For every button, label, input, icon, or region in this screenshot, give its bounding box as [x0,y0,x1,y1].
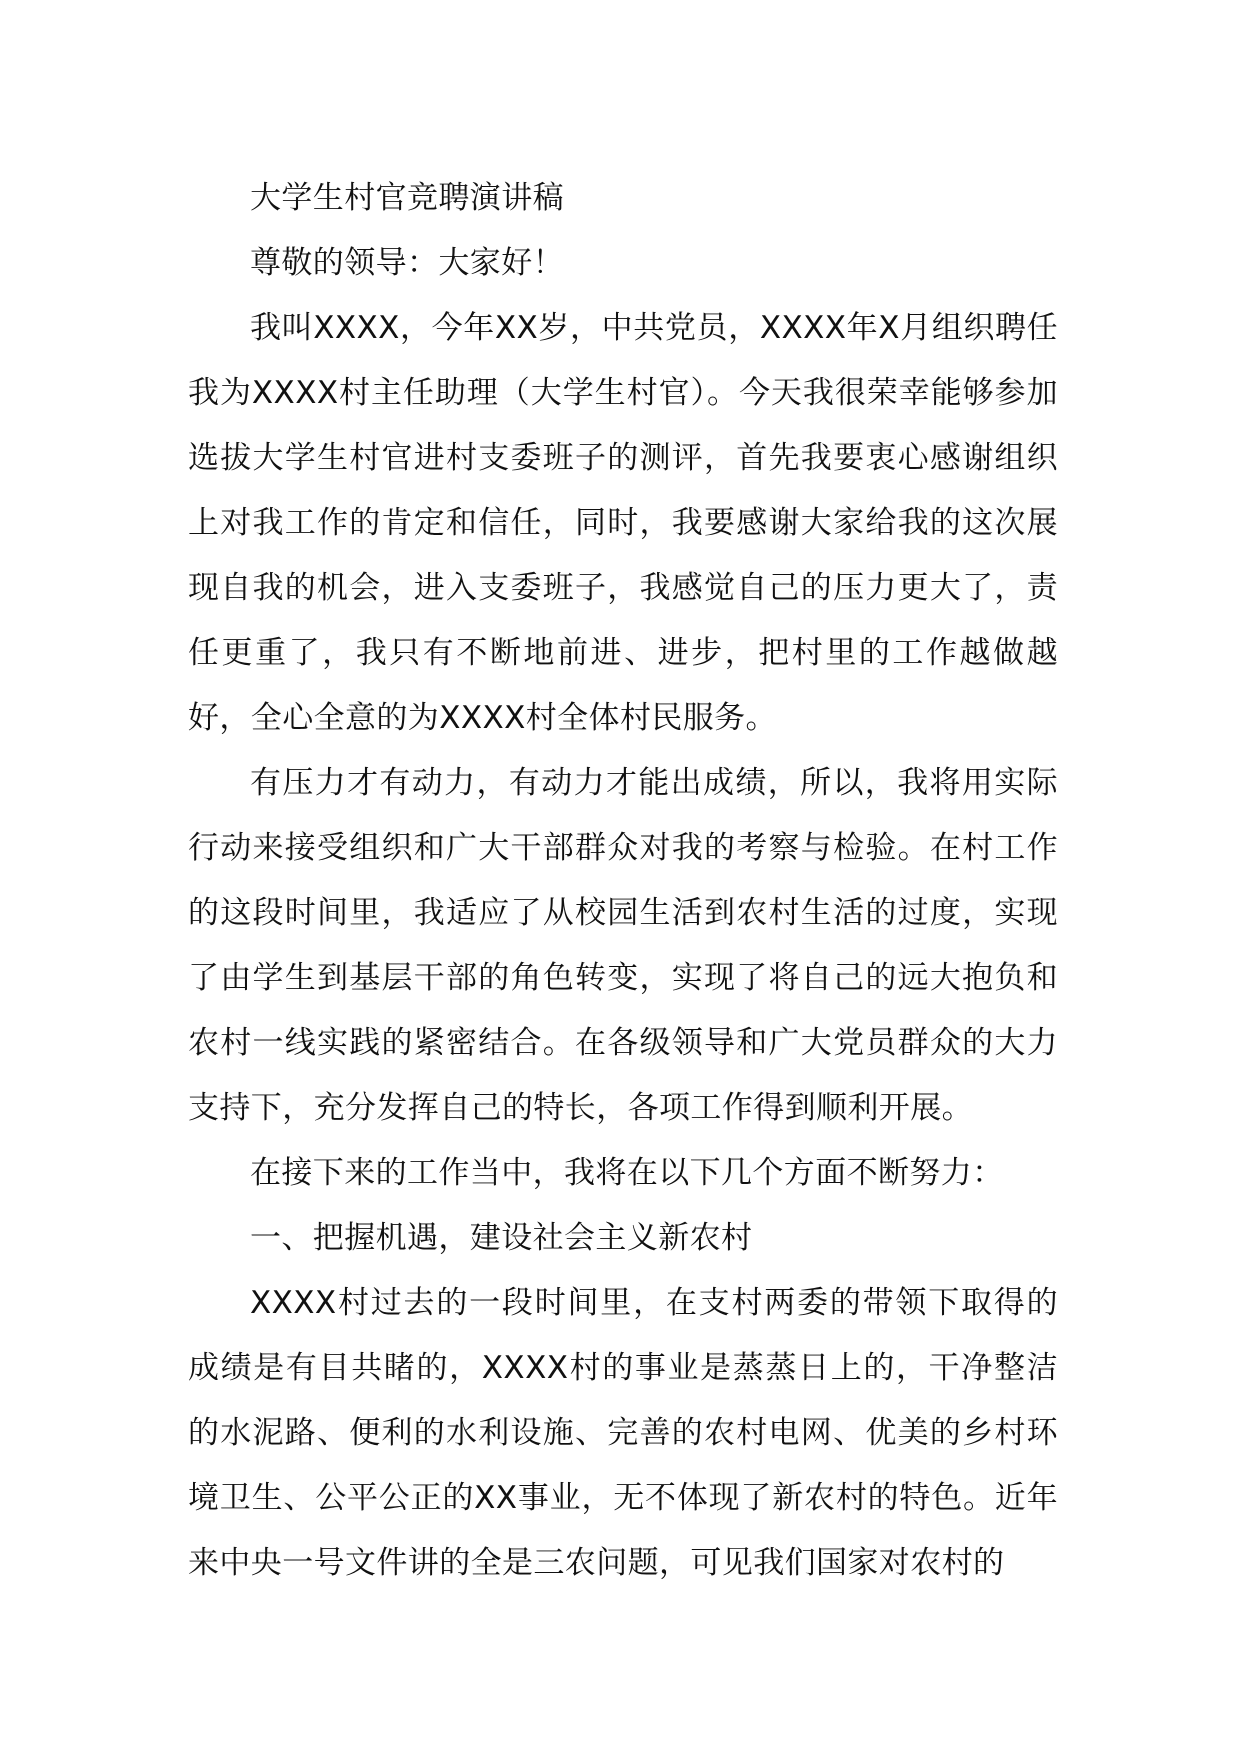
paragraph-motivation: 有压力才有动力，有动力才能出成绩，所以，我将用实际行动来接受组织和广大干部群众对我的考察与检验。在村工作的这段时间里，我适应了从校园生活到农村生活的过度，实现了由学生到基层干部的角色转变，实现了将自己的远大抱负和农村一线实践的紧密结合。在各级领导和广大党员群众的大力支持下，充分发挥自己的特长，各项工作得到顺利开展。 [188,765,1058,1126]
paragraph-plan-intro: 在接下来的工作当中，我将在以下几个方面不断努力： [250,1155,1004,1191]
paragraph-section-1: XXXX村过去的一段时间里，在支村两委的带领下取得的成绩是有目共睹的，XXXX村的事业是蒸蒸日上的，干净整洁的水泥路、便利的水利设施、完善的农村电网、优美的乡村环境卫生、公平公正的XX事业，无不体现了新农村的特色。近年来中央一号文件讲的全是三农问题，可见我们国家对农村的 [188,1285,1058,1581]
document-body [188,166,1058,1596]
document-title: 大学生村官竞聘演讲稿 [250,180,564,216]
section-heading-1: 一、把握机遇，建设社会主义新农村 [250,1220,753,1256]
salutation: 尊敬的领导：大家好！ [250,245,564,281]
paragraph-introduction: 我叫XXXX，今年XX岁，中共党员，XXXX年X月组织聘任我为XXXX村主任助理（大学生村官）。今天我很荣幸能够参加选拔大学生村官进村支委班子的测评，首先我要衷心感谢组织上对我工作的肯定和信任，同时，我要感谢大家给我的这次展现自我的机会，进入支委班子，我感觉自己的压力更大了，责任更重了，我只有不断地前进、进步，把村里的工作越做越好，全心全意的为XXXX村全体村民服务。 [188,310,1058,736]
